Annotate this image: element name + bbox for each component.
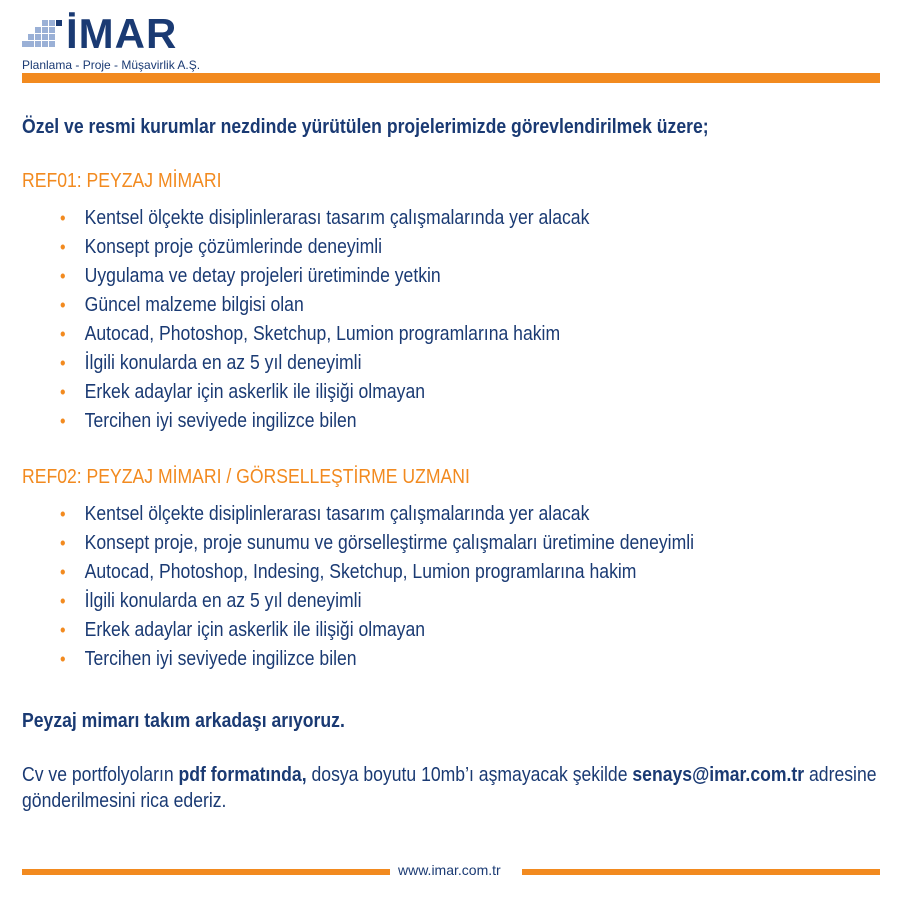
list-item: • Tercihen iyi seviyede ingilizce bilen [60, 407, 792, 436]
position-ref01 [22, 168, 892, 436]
position-title: REF01: PEYZAJ MİMARI [22, 170, 222, 192]
list-item: • Uygulama ve detay projeleri üretiminde yetkin [60, 262, 792, 291]
list-item: • Kentsel ölçekte disiplinlerarası tasarım çalışmalarında yer alacak [60, 500, 792, 529]
logo-tagline: Planlama - Proje - Müşavirlik A.Ş. [22, 58, 201, 72]
company-logo [22, 10, 201, 74]
list-item: • İlgili konularda en az 5 yıl deneyimli [60, 587, 792, 616]
website-link[interactable]: www.imar.com.tr [398, 862, 501, 878]
requirements-list [60, 500, 892, 674]
job-posting [22, 114, 892, 814]
footer-divider-right [522, 869, 880, 875]
list-item: • Erkek adaylar için askerlik ile ilişiği olmayan [60, 616, 792, 645]
position-title: REF02: PEYZAJ MİMARI / GÖRSELLEŞTİRME UZMANI [22, 466, 470, 488]
footer-divider-left [22, 869, 390, 875]
list-item: • Tercihen iyi seviyede ingilizce bilen [60, 645, 792, 674]
requirements-list [60, 204, 892, 436]
apply-text-1: Cv ve portfolyoların [22, 764, 179, 786]
list-item: • İlgili konularda en az 5 yıl deneyimli [60, 349, 792, 378]
position-ref02 [22, 464, 892, 674]
closing-statement: Peyzaj mimarı takım arkadaşı arıyoruz. [22, 710, 345, 732]
apply-text-2: dosya boyutu 10mb’ı aşmayacak şekilde [306, 764, 633, 786]
list-item: • Autocad, Photoshop, Sketchup, Lumion programlarına hakim [60, 320, 792, 349]
list-item: • Konsept proje, proje sunumu ve görselleştirme çalışmaları üretimine deneyimli [60, 529, 792, 558]
list-item: • Konsept proje çözümlerinde deneyimli [60, 233, 792, 262]
apply-text-3: adresine gönderilmesini rica ederiz. [22, 764, 877, 812]
list-item: • Erkek adaylar için askerlik ile ilişiği olmayan [60, 378, 792, 407]
logo-wordmark: İMAR [66, 10, 178, 57]
list-item: • Autocad, Photoshop, Indesing, Sketchup, Lumion programlarına hakim [60, 558, 792, 587]
list-item: • Güncel malzeme bilgisi olan [60, 291, 792, 320]
header-divider [22, 73, 880, 83]
intro-text: Özel ve resmi kurumlar nezdinde yürütülen projelerimizde görevlendirilmek üzere; [22, 116, 709, 138]
application-instructions [22, 762, 884, 814]
logo-grid-icon [22, 20, 66, 54]
apply-format: pdf formatında, [178, 764, 307, 786]
email-link[interactable]: senays@imar.com.tr [632, 764, 805, 786]
footer [22, 862, 880, 882]
list-item: • Kentsel ölçekte disiplinlerarası tasarım çalışmalarında yer alacak [60, 204, 792, 233]
